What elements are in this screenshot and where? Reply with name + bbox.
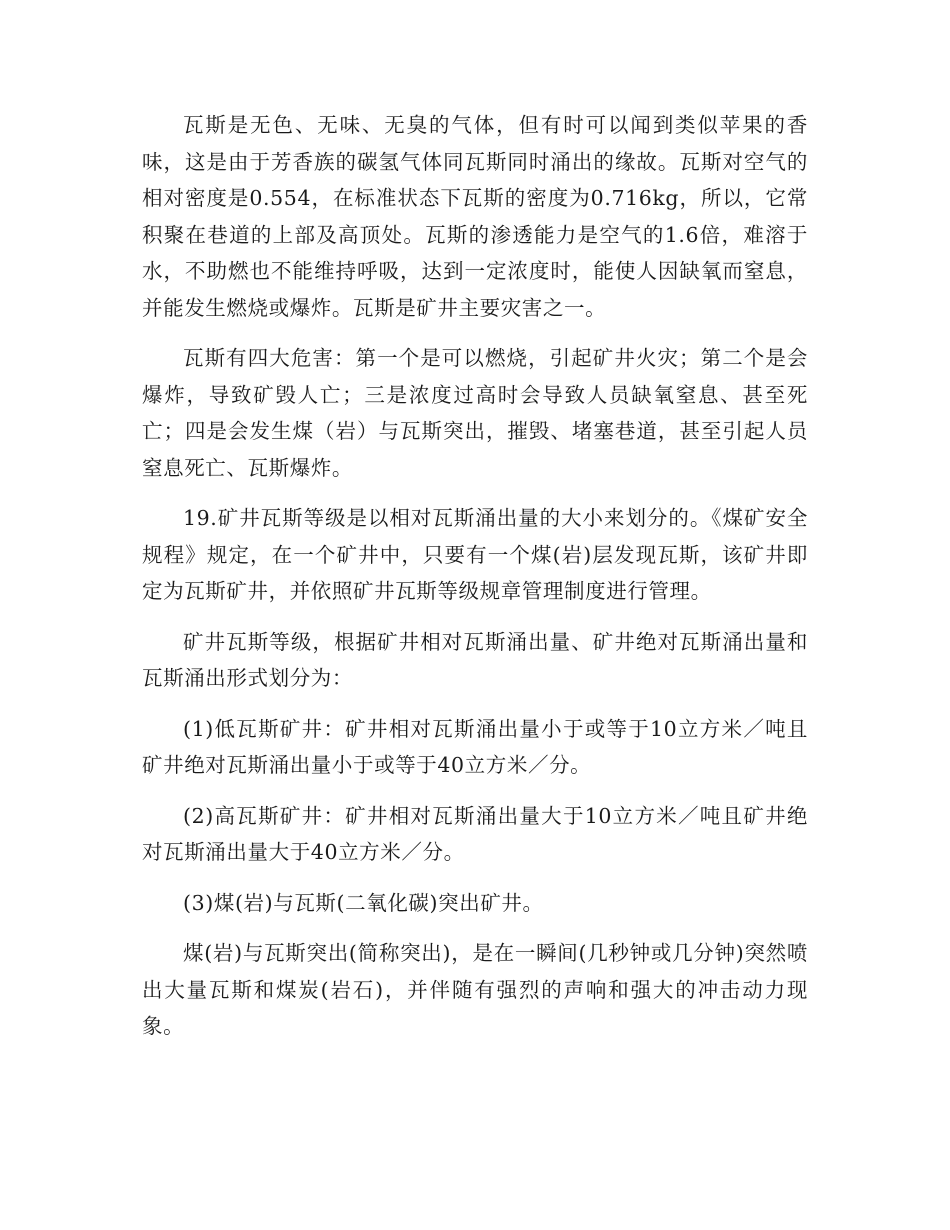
list-item-high-gas-mine: (2)高瓦斯矿井：矿井相对瓦斯涌出量大于10立方米／吨且矿井绝对瓦斯涌出量大于40立方米／分。	[142, 803, 808, 864]
paragraph-outburst-definition: 煤(岩)与瓦斯突出(简称突出)，是在一瞬间(几秒钟或几分钟)突然喷出大量瓦斯和煤炭(岩石)，并伴随有强烈的声响和强大的冲击动力现象。	[142, 941, 808, 1038]
list-item-low-gas-mine: (1)低瓦斯矿井：矿井相对瓦斯涌出量小于或等于10立方米／吨且矿井绝对瓦斯涌出量小于或等于40立方米／分。	[142, 716, 808, 777]
list-item-outburst-mine: (3)煤(岩)与瓦斯(二氧化碳)突出矿井。	[183, 890, 544, 915]
paragraph-gas-hazards: 瓦斯有四大危害：第一个是可以燃烧，引起矿井火灾；第二个是会爆炸，导致矿毁人亡；三是浓度过高时会导致人员缺氧窒息、甚至死亡；四是会发生煤（岩）与瓦斯突出，摧毁、堵塞巷道，甚至引起人员窒息死亡、瓦斯爆炸。	[142, 346, 808, 480]
paragraph-gas-grade-criteria: 矿井瓦斯等级，根据矿井相对瓦斯涌出量、矿井绝对瓦斯涌出量和瓦斯涌出形式划分为：	[142, 629, 808, 690]
paragraph-gas-properties: 瓦斯是无色、无味、无臭的气体，但有时可以闻到类似苹果的香味，这是由于芳香族的碳氢气体同瓦斯同时涌出的缘故。瓦斯对空气的相对密度是0.554，在标准状态下瓦斯的密度为0.716kg，所以，它常积聚在巷道的上部及高顶处。瓦斯的渗透能力是空气的1.6倍，难溶于水，不助燃也不能维持呼吸，达到一定浓度时，能使人因缺氧而窒息，并能发生燃烧或爆炸。瓦斯是矿井主要灾害之一。	[142, 113, 808, 320]
paragraph-gas-grade-definition: 19.矿井瓦斯等级是以相对瓦斯涌出量的大小来划分的。《煤矿安全规程》规定，在一个矿井中，只要有一个煤(岩)层发现瓦斯，该矿井即定为瓦斯矿井，并依照矿井瓦斯等级规章管理制度进行管理。	[142, 506, 808, 603]
document-page	[142, 107, 808, 1045]
